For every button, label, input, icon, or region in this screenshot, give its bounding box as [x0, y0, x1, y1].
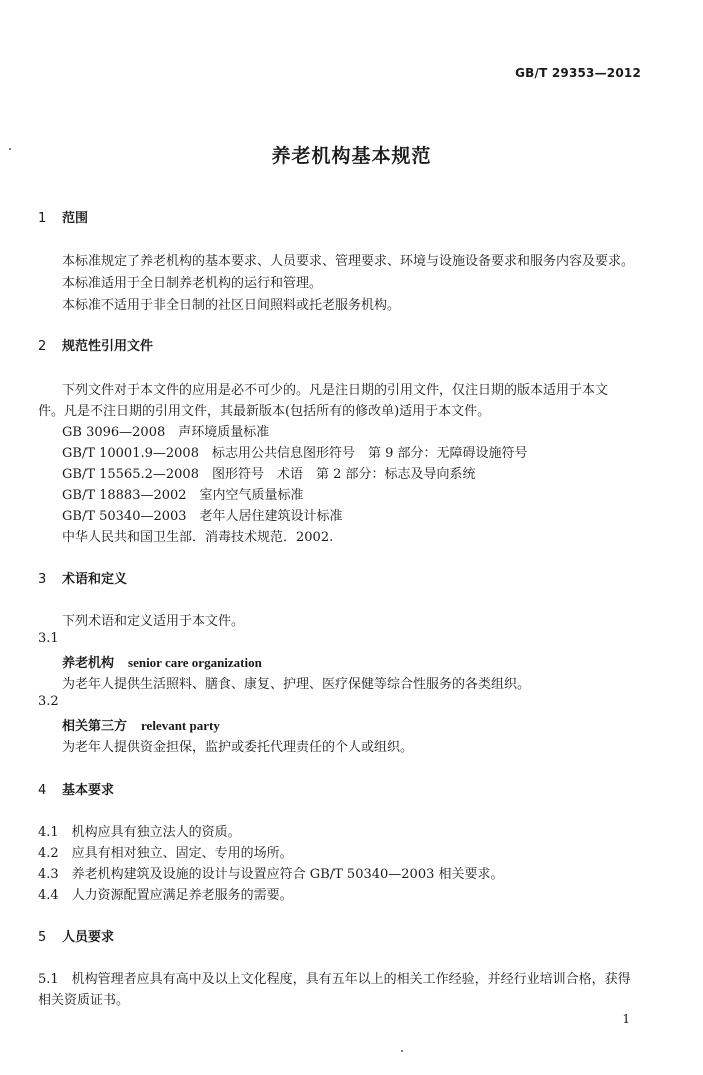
reference-item: GB/T 50340—2003 老年人居住建筑设计标准 [62, 509, 343, 524]
section-1-para-1: 本标准规定了养老机构的基本要求、人员要求、管理要求、环境与设施设备要求和服务内容及要求。 [62, 254, 635, 269]
reference-item: GB/T 15565.2—2008 图形符号 术语 第 2 部分：标志及导向系统 [62, 467, 476, 482]
reference-item: GB/T 10001.9—2008 标志用公共信息图形符号 第 9 部分：无障碍设施符号 [62, 446, 528, 461]
section-4-heading: 4 基本要求 [38, 783, 115, 798]
scan-speck [401, 1050, 403, 1052]
term-definition: 为老年人提供资金担保，监护或委托代理责任的个人或组织。 [62, 740, 414, 755]
term-english: senior care organization [128, 655, 262, 670]
scan-speck [9, 148, 11, 150]
term-definition: 为老年人提供生活照料、膳食、康复、护理、医疗保健等综合性服务的各类组织。 [62, 677, 531, 692]
requirement-item: 4.1 机构应具有独立法人的资质。 [38, 825, 241, 840]
page-number: 1 [622, 1012, 630, 1026]
section-2-intro-line-2: 件。凡是不注日期的引用文件，其最新版本(包括所有的修改单)适用于本文件。 [38, 404, 491, 419]
term-number: 3.1 [38, 631, 59, 646]
term-english: relevant party [141, 718, 220, 733]
term-heading [62, 652, 262, 671]
term-chinese: 养老机构 [62, 656, 115, 671]
section-1-para-3: 本标准不适用于非全日制的社区日间照料或托老服务机构。 [62, 298, 401, 313]
reference-item: GB 3096—2008 声环境质量标准 [62, 425, 270, 440]
term-chinese: 相关第三方 [62, 719, 128, 734]
personnel-item-line-2: 相关资质证书。 [38, 993, 130, 1008]
section-1-heading: 1 范围 [38, 211, 89, 226]
reference-item: GB/T 18883—2002 室内空气质量标准 [62, 488, 304, 503]
section-2-heading: 2 规范性引用文件 [38, 339, 154, 354]
term-heading [62, 715, 220, 734]
standard-number: GB/T 29353—2012 [515, 66, 641, 80]
requirement-item: 4.2 应具有相对独立、固定、专用的场所。 [38, 846, 293, 861]
reference-item: 中华人民共和国卫生部．消毒技术规范．2002. [62, 530, 334, 545]
section-2-intro-line-1: 下列文件对于本文件的应用是必不可少的。凡是注日期的引用文件，仅注日期的版本适用于本文 [62, 383, 609, 398]
requirement-item: 4.3 养老机构建筑及设施的设计与设置应符合 GB/T 50340—2003 相关要求。 [38, 867, 504, 882]
requirement-item: 4.4 人力资源配置应满足养老服务的需要。 [38, 888, 293, 903]
section-1-para-2: 本标准适用于全日制养老机构的运行和管理。 [62, 276, 323, 291]
personnel-item-line-1: 5.1 机构管理者应具有高中及以上文化程度，具有五年以上的相关工作经验，并经行业培训合格，获得 [38, 972, 631, 987]
section-5-heading: 5 人员要求 [38, 930, 115, 945]
section-3-intro: 下列术语和定义适用于本文件。 [62, 614, 245, 629]
document-title: 养老机构基本规范 [271, 145, 432, 167]
term-number: 3.2 [38, 694, 59, 709]
section-3-heading: 3 术语和定义 [38, 572, 128, 587]
